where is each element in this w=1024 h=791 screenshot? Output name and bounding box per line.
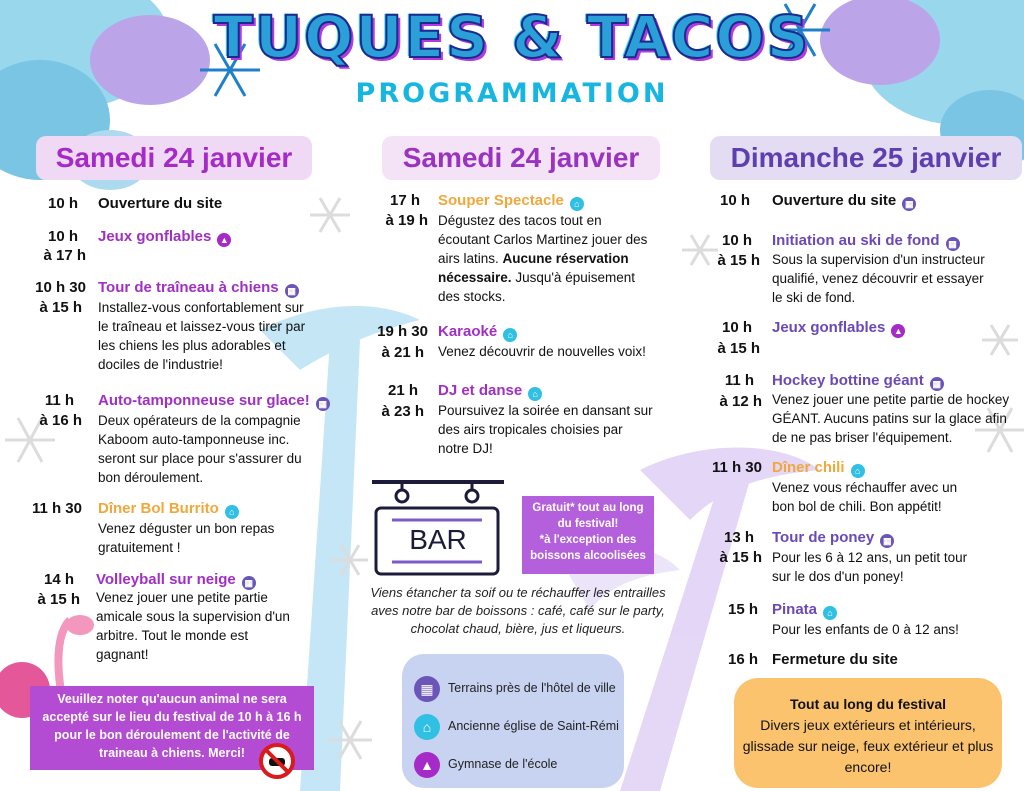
event-time: 14 h <box>43 571 74 588</box>
free-drinks-box <box>522 496 654 574</box>
event-time-end: à 12 h <box>719 393 762 410</box>
event-time-end: à 17 h <box>43 247 86 264</box>
event-time-end: à 16 h <box>39 412 82 429</box>
event-description: Venez déguster un bon repas gratuitement ! <box>98 521 275 555</box>
event-time-end: à 23 h <box>381 403 424 420</box>
event-time: 21 h <box>387 382 418 399</box>
all-festival-box <box>734 678 1002 788</box>
event-time: 13 h <box>723 529 754 546</box>
event-time: 15 h <box>727 601 758 618</box>
day-header-1: Samedi 24 janvier <box>36 136 312 180</box>
all-festival-title: Tout au long du festival <box>789 696 947 712</box>
event-title: Fermeture du site <box>772 651 898 668</box>
event-description: Pour les 6 à 12 ans, un petit tour sur le dos d'un poney! <box>772 550 968 584</box>
legend-item: ▦ Terrains près de l'hôtel de ville <box>414 674 616 702</box>
town-hall-icon: ▦ <box>316 397 330 411</box>
animal-notice: Veuillez noter qu'aucun animal ne sera accepté sur le lieu du festival de 10 h à 16 h pour le bon déroulement de l'activité de traineau à chiens. Merci! <box>30 686 314 770</box>
event-description: Venez jouer une petite partie de hockey GÉANT. Aucuns patins sur la glace afin de ne pas briser l'équipement. <box>772 392 1010 445</box>
event-time-end: à 21 h <box>381 344 424 361</box>
bar-sign-label: BAR <box>409 524 467 555</box>
event-time-end: à 19 h <box>385 212 428 229</box>
church-icon: ⌂ <box>225 505 239 519</box>
event-time-end: à 15 h <box>39 299 82 316</box>
event-time: 11 h <box>724 372 754 389</box>
church-icon: ⌂ <box>851 464 865 478</box>
legend-item: ▲ Gymnase de l'école <box>414 750 557 778</box>
event-title: Souper Spectacle ⌂ <box>438 191 584 211</box>
church-icon: ⌂ <box>570 197 584 211</box>
event-title: Karaoké ⌂ <box>438 322 517 342</box>
event-time-end: à 15 h <box>717 340 760 357</box>
event-description: Venez vous réchauffer avec un bon bol de chili. Bon appétit! <box>772 480 958 514</box>
event-time-end: à 15 h <box>37 591 80 608</box>
town-hall-icon: ▦ <box>902 197 916 211</box>
event-title: DJ et danse ⌂ <box>438 381 542 401</box>
gym-icon: ▲ <box>414 752 440 778</box>
event-title: Dîner Bol Burrito ⌂ <box>98 499 239 519</box>
event-title: Hockey bottine géant ▦ <box>772 371 944 391</box>
event-title: Ouverture du site ▦ <box>772 191 916 211</box>
town-hall-icon: ▦ <box>946 237 960 251</box>
event-title: Jeux gonflables ▲ <box>772 318 905 338</box>
town-hall-icon: ▦ <box>880 534 894 548</box>
event-time: 10 h <box>47 195 78 212</box>
event-title: Volleyball sur neige ▦ <box>96 570 256 590</box>
event-title: Initiation au ski de fond ▦ <box>772 231 960 251</box>
event-time: 17 h <box>389 192 420 209</box>
festival-title: TUQUES & TACOS <box>213 3 811 71</box>
event-title: Tour de traîneau à chiens ▦ <box>98 278 299 298</box>
event-time-end: à 15 h <box>717 252 760 269</box>
event-description: Deux opérateurs de la compagnie Kaboom auto-tamponneuse inc. seront sur place pour s'assurer du bon déroulement. <box>98 413 302 485</box>
legend-item: ⌂ Ancienne église de Saint-Rémi <box>414 712 619 740</box>
event-title: Jeux gonflables ▲ <box>98 227 231 247</box>
church-icon: ⌂ <box>414 714 440 740</box>
event-description: Venez découvrir de nouvelles voix! <box>438 344 646 359</box>
event-title: Pinata ⌂ <box>772 600 837 620</box>
event-time: 19 h 30 <box>377 323 428 340</box>
event-description: Dégustez des tacos tout en écoutant Carlos Martinez jouer des airs latins. Aucune réservation nécessaire. Jusqu'à épuisement des stocks. <box>438 213 648 304</box>
free-drinks-text: Gratuit* tout au long du festival! <box>532 502 644 530</box>
gym-icon: ▲ <box>217 233 231 247</box>
no-dogs-icon <box>258 742 296 780</box>
event-time: 10 h <box>47 228 78 245</box>
event-time: 10 h <box>721 319 752 336</box>
event-time: 11 h 30 <box>31 500 82 517</box>
event-title: Ouverture du site <box>98 195 223 212</box>
day-header-3: Dimanche 25 janvier <box>710 136 1022 180</box>
event-time: 11 h 30 <box>711 459 762 476</box>
town-hall-icon: ▦ <box>930 377 944 391</box>
bar-description: Viens étancher ta soif ou te réchauffer les entrailles aves notre bar de boissons : café, café sur le party, chocolat chaud, bière, jus et liqueurs. <box>370 585 666 636</box>
event-description: Venez jouer une petite partie amicale sous la supervision d'un arbitre. Tout le monde est gagnant! <box>96 590 290 662</box>
day-header-2: Samedi 24 janvier <box>382 136 660 180</box>
event-time: 10 h 30 <box>35 279 86 296</box>
town-hall-icon: ▦ <box>285 284 299 298</box>
church-icon: ⌂ <box>823 606 837 620</box>
event-description: Pour les enfants de 0 à 12 ans! <box>772 622 959 637</box>
event-time: 10 h <box>721 232 752 249</box>
gym-icon: ▲ <box>891 324 905 338</box>
event-description: Poursuivez la soirée en dansant sur des airs tropicales choisies par notre DJ! <box>438 403 653 456</box>
event-title: Dîner chili ⌂ <box>772 458 865 478</box>
event-title: Auto-tamponneuse sur glace! ▦ <box>98 391 330 411</box>
church-icon: ⌂ <box>528 387 542 401</box>
location-legend <box>402 654 624 788</box>
event-title: Tour de poney ▦ <box>772 528 894 548</box>
town-hall-icon: ▦ <box>242 576 256 590</box>
town-hall-icon: ▦ <box>414 676 440 702</box>
event-description: Installez-vous confortablement sur le traîneau et laissez-vous tirer par les chiens les plus adorables et dociles de l'industrie! <box>98 300 306 372</box>
event-time: 16 h <box>727 651 758 668</box>
event-time: 10 h <box>719 192 750 209</box>
program-subtitle: PROGRAMMATION <box>355 78 669 109</box>
event-time-end: à 15 h <box>719 549 762 566</box>
all-festival-text: Divers jeux extérieurs et intérieurs, glissade sur neige, feux extérieur et plus encore! <box>742 717 994 775</box>
church-icon: ⌂ <box>503 328 517 342</box>
free-drinks-note: *à l'exception des boissons alcoolisées <box>530 534 646 562</box>
event-time: 11 h <box>44 392 74 409</box>
event-description: Sous la supervision d'un instructeur qualifié, venez découvrir et essayer le ski de fond. <box>772 252 985 305</box>
